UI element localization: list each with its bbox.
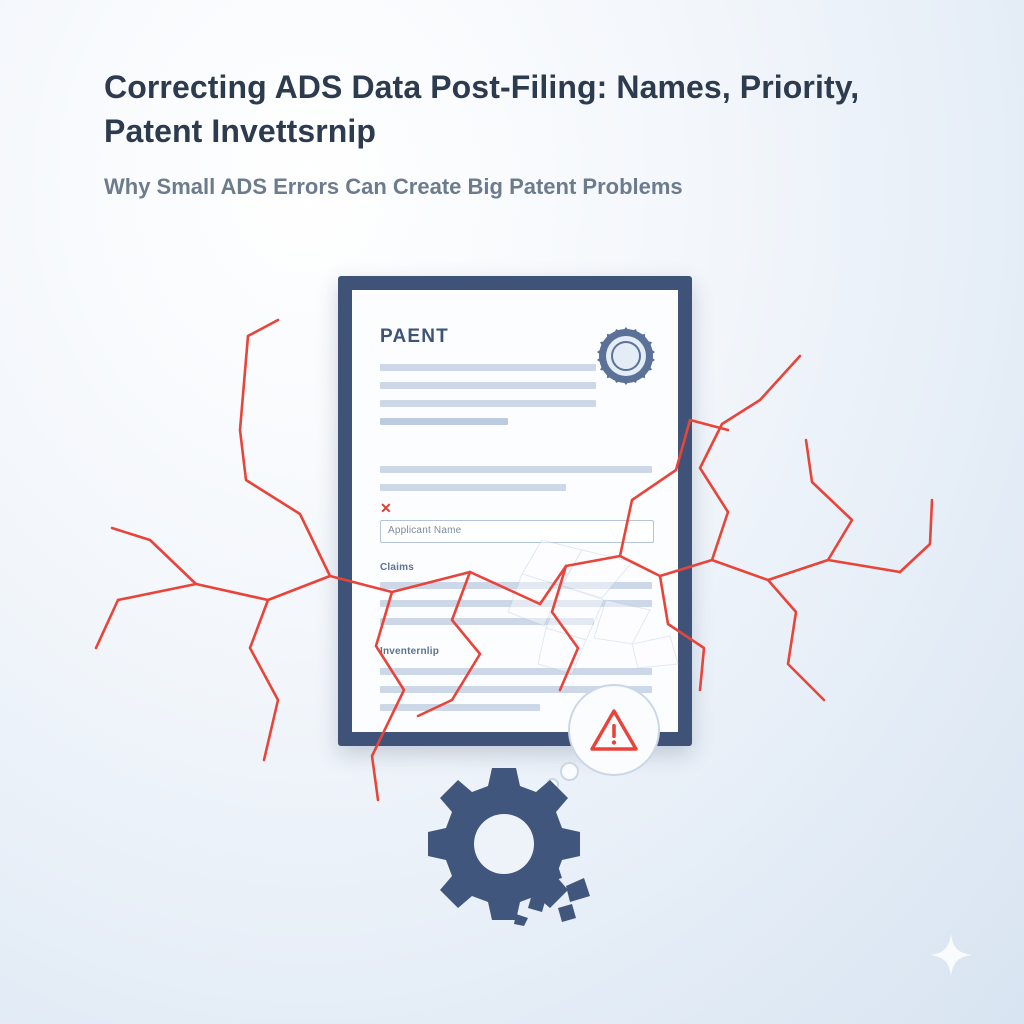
page-subtitle: Why Small ADS Errors Can Create Big Patent Problems — [104, 174, 683, 200]
applicant-name-label: Applicant Name — [388, 525, 462, 536]
document-heading: PAENT — [380, 326, 449, 347]
error-mark-icon: ✕ — [380, 500, 392, 516]
warning-triangle-icon — [590, 708, 638, 752]
broken-gear-icon — [420, 756, 640, 926]
inventorship-section-label: Inventernlip — [380, 646, 440, 657]
sparkle-icon — [930, 934, 972, 976]
claims-section-label: Claims — [380, 562, 414, 573]
page-title: Correcting ADS Data Post-Filing: Names, Priority, Patent Invettsrnip — [104, 69, 860, 149]
